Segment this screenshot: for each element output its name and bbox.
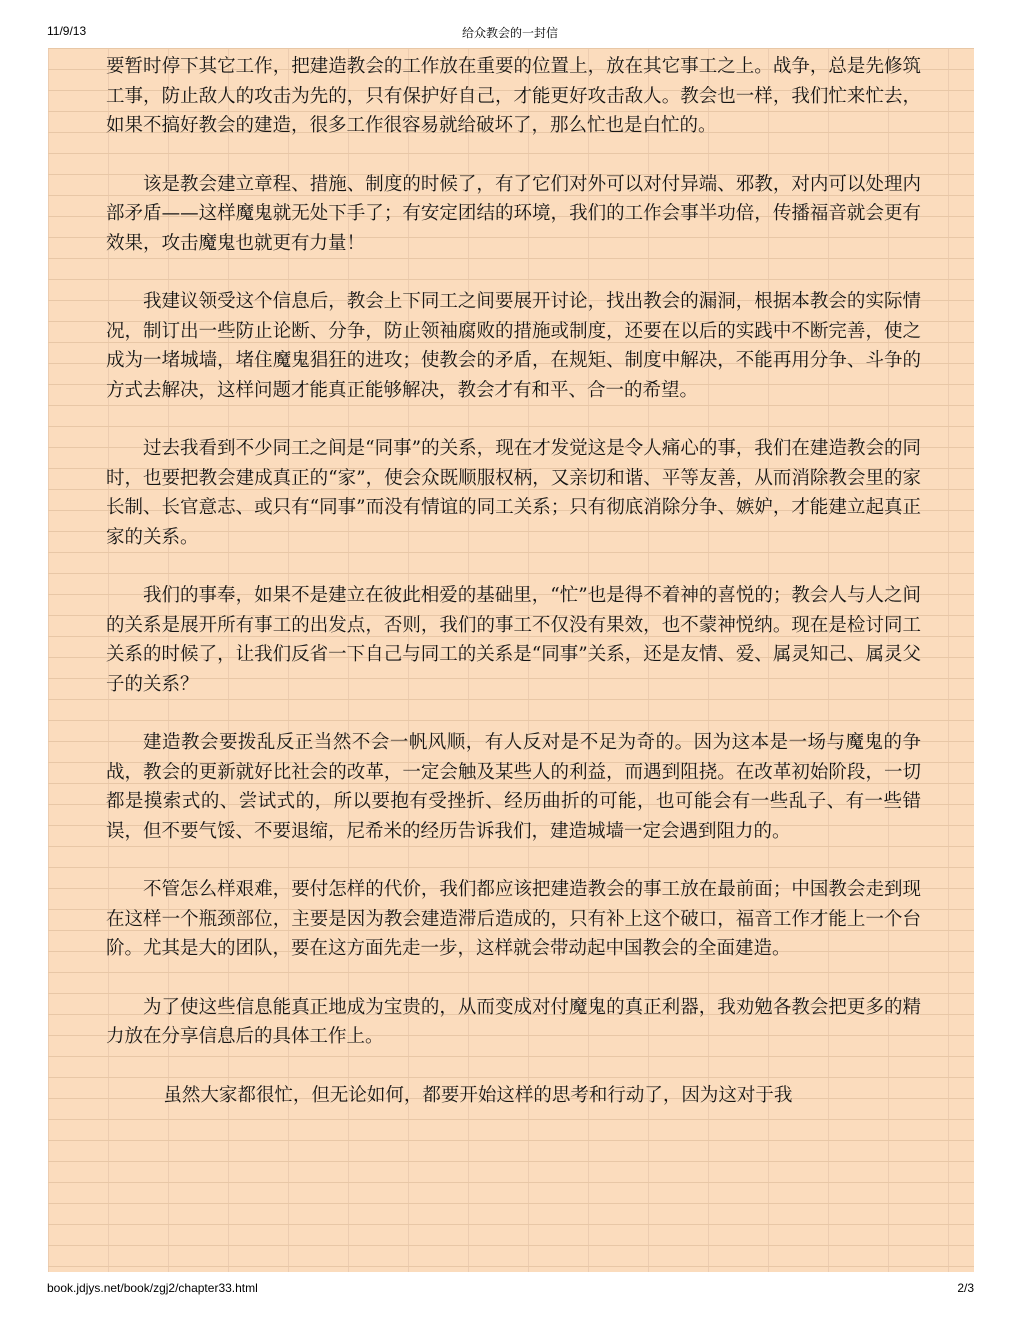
paragraph: 虽然大家都很忙，但无论如何，都要开始这样的思考和行动了，因为这对于我	[163, 1084, 793, 1106]
page-url: book.jdjys.net/book/zgj2/chapter33.html	[47, 1281, 258, 1295]
page-body	[48, 48, 974, 1272]
paragraph: 过去我看到不少同工之间是“同事”的关系，现在才发觉这是令人痛心的事，我们在建造教会的同时，也要把教会建成真正的“家”，使会众既顺服权柄，又亲切和谐、平等友善，从而消除教会里的家长制、长官意志、或只有“同事”而没有情谊的同工关系；只有彻底消除分争、嫉妒，才能建立起真正家的关系。	[106, 438, 921, 548]
document-title: 给众教会的一封信	[461, 26, 558, 40]
paragraph: 建造教会要拨乱反正当然不会一帆风顺，有人反对是不足为奇的。因为这本是一场与魔鬼的争战，教会的更新就好比社会的改革，一定会触及某些人的利益，而遇到阻挠。在改革初始阶段，一切都是摸索式的、尝试式的，所以要抱有受挫折、经历曲折的可能，也可能会有一些乱子、有一些错误，但不要气馁、不要退缩，尼希米的经历告诉我们，建造城墙一定会遇到阻力的。	[106, 732, 921, 842]
paragraph: 我建议领受这个信息后，教会上下同工之间要展开讨论，找出教会的漏洞，根据本教会的实际情况，制订出一些防止论断、分争，防止领袖腐败的措施或制度，还要在以后的实践中不断完善，使之成为一堵城墙，堵住魔鬼猖狂的进攻；使教会的矛盾，在规矩、制度中解决，不能再用分争、斗争的方式去解决，这样问题才能真正能够解决，教会才有和平、合一的希望。	[106, 291, 921, 401]
paragraph: 不管怎么样艰难，要付怎样的代价，我们都应该把建造教会的事工放在最前面；中国教会走到现在这样一个瓶颈部位，主要是因为教会建造滞后造成的，只有补上这个破口，福音工作才能上一个台阶。尤其是大的团队，要在这方面先走一步，这样就会带动起中国教会的全面建造。	[106, 879, 921, 959]
article-content	[106, 52, 921, 1110]
paragraph: 我们的事奉，如果不是建立在彼此相爱的基础里，“忙”也是得不着神的喜悦的；教会人与人之间的关系是展开所有事工的出发点，否则，我们的事工不仅没有果效，也不蒙神悦纳。现在是检讨同工关系的时候了，让我们反省一下自己与同工的关系是“同事”关系，还是友情、爱、属灵知己、属灵父子的关系？	[106, 585, 921, 695]
page-number: 2/3	[957, 1281, 974, 1295]
paragraph: 该是教会建立章程、措施、制度的时候了，有了它们对外可以对付异端、邪教，对内可以处理内部矛盾——这样魔鬼就无处下手了；有安定团结的环境，我们的工作会事半功倍，传播福音就会更有效果，攻击魔鬼也就更有力量！	[106, 173, 921, 254]
paragraph: 为了使这些信息能真正地成为宝贵的，从而变成对付魔鬼的真正利器，我劝勉各教会把更多的精力放在分享信息后的具体工作上。	[106, 996, 921, 1047]
paragraph: 要暂时停下其它工作，把建造教会的工作放在重要的位置上，放在其它事工之上。战争，总是先修筑工事，防止敌人的攻击为先的，只有保护好自己，才能更好攻击敌人。教会也一样，我们忙来忙去，如果不搞好教会的建造，很多工作很容易就给破坏了，那么忙也是白忙的。	[106, 56, 921, 136]
print-date: 11/9/13	[47, 24, 87, 38]
